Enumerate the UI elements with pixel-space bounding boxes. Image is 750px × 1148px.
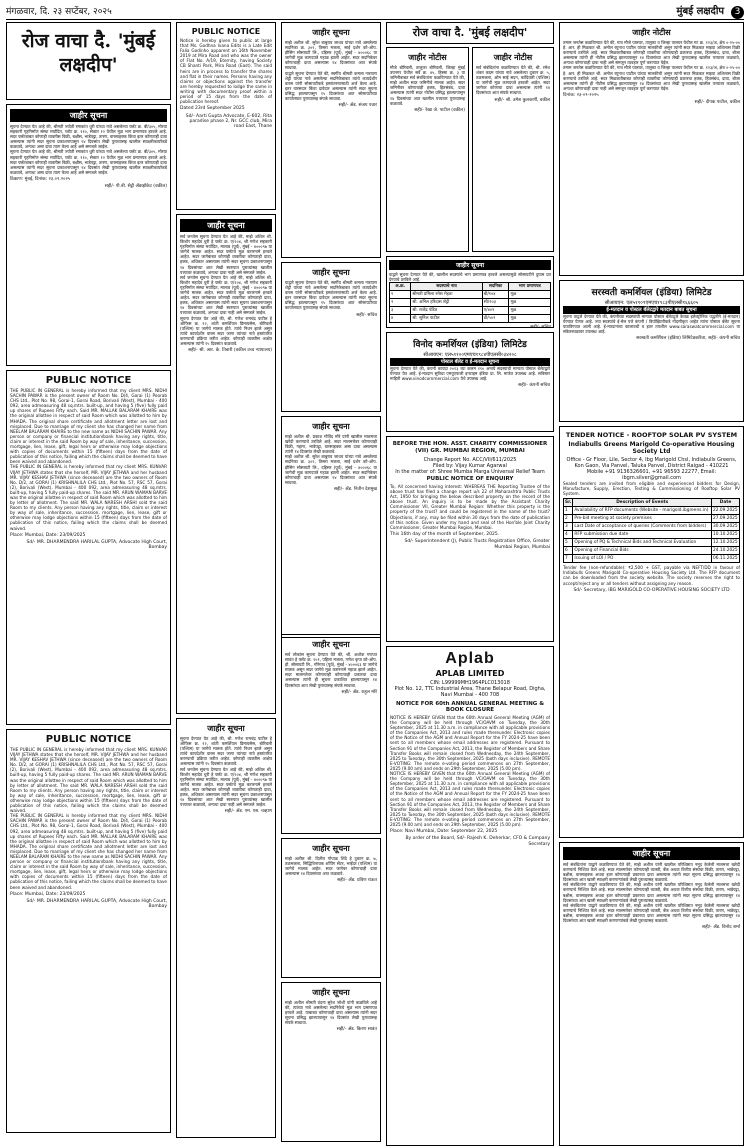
saraswati-commercial-notice: [559, 280, 744, 422]
table-cell: Last Date of acceptance of queries (Comments from bidders): [573, 523, 712, 531]
notice-body: माझे अशील श्रीमती वंदना सुरेश जोशी यांनी कळविले आहे की, त्यांच्या नावे असलेल्या सदनिकेचे मूळ भाग प्रमाणपत्र हरवले आहे. याबाबत कोणाचाही दावा असल्यास त्यांनी सदर सूचना प्रसिद्ध झाल्यापासून १४ दिवसांत लेखी पुराव्यासह संपर्क साधावा.: [285, 1000, 377, 1026]
company-name: सरस्वती कमर्शियल (इंडिया) लिमिटेड: [591, 288, 712, 298]
public-notice-col2: [176, 22, 276, 210]
table-cell: ४: [390, 315, 411, 323]
notice-body: सूचना याद्वारे देण्यात येते की, कंपनीच्या सदस्यांची मान्यता पोस्टल बॅलेटद्वारे केवळ इलेक्ट्रॉनिक पद्धतीने (ई-मतदान) घेण्यात येणार आहे. ज्या सदस्यांचे ई-मेल पत्ते कंपनी / डिपॉझिटरीकडे नोंदणीकृत आहेत त्यांना पोस्टल बॅलेट सूचना पाठविण्यात आली आहे. ई-मतदानाचा कालावधी व इतर तपशील www.saraswatcommercial.com या संकेतस्थळावर उपलब्ध आहे.: [563, 314, 740, 335]
notice-col5-2: [559, 842, 744, 1146]
member-table-block: [386, 256, 554, 328]
tender-title: TENDER NOTICE - ROOFTOP SOLAR PV SYSTEM: [565, 431, 738, 439]
notice-title: NOTICE FOR 60th ANNUAL GENERAL MEETING & BOOK CLOSURE: [395, 701, 545, 713]
notice-body-2: तमाम जनतेस कळविण्यात येते की, गाव मौजे पालघर, तालुका व जिल्हा पालघर येथील गट क्र. १२३/अ, क्षेत्र ०-२५-०० हे. आर. ही मिळकत श्री. अमोल रघुनाथ पाटील यांच्या मालकीची असून त्यांनी सदर मिळकत माझ्या अशिलास विक्री करण्याचे ठरविले आहे. सदर मिळकतीबाबत कोणाही व्यक्तीचा कोणत्याही प्रकारचा हक्क, हितसंबंध, दावा, बोजा असल्यास त्यांनी ही नोटीस प्रसिद्ध झाल्यापासून १४ दिवसांच्या आत लेखी पुराव्यासह खालील पत्त्यावर कळवावे, अन्यथा कोणाचाही दावा नाही असे समजून व्यवहार पूर्ण करण्यात येईल.: [563, 65, 740, 91]
col4-row: [386, 47, 554, 256]
table-header-row: [564, 499, 740, 507]
notice-signature: सही/- ॲड. एम. एस. चव्हाण: [224, 809, 272, 815]
notice-signature: सही/- दीपक पाटील, वकील: [694, 100, 740, 106]
notice-title: जाहीर सूचना: [312, 844, 350, 853]
table-row: [564, 539, 740, 547]
notice-intro: याद्वारे सूचना देण्यात येते की, खालील सदस्यांचे भाग प्रमाणपत्र हरवले असल्यामुळे सोसायटीने दुय्यम प्रत देण्याचे ठरविले आहे.: [389, 272, 551, 283]
page-header: [6, 2, 744, 20]
notice-signature: सही/- ॲड. नितीन देशमुख: [333, 486, 377, 492]
company-name: APLAB LIMITED: [435, 669, 505, 678]
table-cell: 2: [564, 515, 573, 523]
notice-place: ठिकाण: मुंबई, दिनांक: २३.०९.२०२५: [10, 176, 71, 182]
table-cell: 5: [564, 539, 573, 547]
notice-mid-1: [281, 634, 381, 834]
notice-body: तमाम जनतेस कळविण्यात येते की, गाव मौजे पालघर, तालुका व जिल्हा पालघर येथील गट क्र. १२३/अ, क्षेत्र ०-२५-०० हे. आर. ही मिळकत श्री. अमोल रघुनाथ पाटील यांच्या मालकीची असून त्यांनी सदर मिळकत माझ्या अशिलास विक्री करण्याचे ठरविले आहे. सदर मिळकतीबाबत कोणाही व्यक्तीचा कोणत्याही प्रकारचा हक्क, हितसंबंध, दावा, बोजा असल्यास त्यांनी ही नोटीस प्रसिद्ध झाल्यापासून १४ दिवसांच्या आत लेखी पुराव्यासह खालील पत्त्यावर कळवावे, अन्यथा कोणाचाही दावा नाही असे समजून व्यवहार पूर्ण करण्यात येईल.: [563, 40, 740, 66]
table-row: [564, 507, 740, 515]
notice-title: जाहीर नोटीस: [632, 28, 671, 37]
aplab-agm-notice: [386, 646, 554, 1146]
table-cell: 22.09.2025: [713, 508, 738, 514]
table-row: [390, 315, 551, 323]
company-notice-bar: ई-मतदान व पोस्टल बॅलेटद्वारे मतदान बाबत सूचना: [563, 306, 740, 314]
banner-read-daily-2: रोज वाचा दै. 'मुंबई लक्षदीप': [386, 22, 554, 44]
table-cell: श्री. राजेंद्र पंडित: [411, 307, 483, 315]
notice-signature: सही/- ॲड. प्रविण राऊत: [337, 878, 377, 884]
notice-title: जाहीर नोटीस: [408, 53, 447, 62]
notice-signature: सही/- ॲड. विनोद शर्मा: [702, 925, 740, 931]
member-table: [389, 282, 551, 323]
notice-body-2: सर्व जनतेस सूचना देण्यात येत आहे की, माझे अशिल श्री. किशोर महादेव धुरी हे फ्लॅट क्र. ए/२०४, श्री गणेश सहकारी गृहनिर्माण संस्था मर्यादित, मालाड (पूर्व), मुंबई - ४०००९७ या जागेचे मालक आहेत. सदर फ्लॅटचे मूळ करारनामे हरवले आहेत. सदर जागेबाबत कोणाही व्यक्तीचा कोणताही दावा, हक्क, अधिकार असल्यास त्यांनी सदर सूचना प्रकाशनापासून १४ दिवसांच्या आत लेखी स्वरुपात पुराव्यांसह खालील पत्त्यावर कळवावे, अन्यथा दावा नाही असे समजले जाईल.: [180, 766, 272, 808]
notice-body: सूचना देण्यात येत आहे की, श्री. गणेश रामचंद्र पाटील हे ऑफिस क्र. १२, शांती कमर्शियल प्रिमायसेस, बोरिवली (पश्चिम) या जागेचे मालक होते. त्यांचे निधन झाले असून त्यांचे कायदेशीर वारस सदर जागा त्यांच्या नावे हस्तांतरित करण्याची प्रक्रिया करीत आहेत. कोणाही व्यक्तीस आक्षेप असल्यास त्यांनी १५ दिवसांत कळवावे.: [180, 736, 272, 767]
table-cell: Pre-bid meeting at society premises: [573, 515, 712, 523]
company-cin: सीआयएन: एल५११००एमएच१९८४पीएलसी०३४२०८: [423, 352, 517, 358]
notice-title: PUBLIC NOTICE: [191, 27, 261, 36]
court-app-no: Change Report No. ACC/VII/611/2025: [423, 457, 517, 463]
notice-mid-2: [281, 838, 381, 978]
notice-title: जाहीर सूचना: [312, 28, 350, 37]
notice-place: Place: Mumbai, Date: 23/09/2025: [10, 532, 86, 538]
table-cell: मूळ: [509, 315, 551, 323]
table-header: अ.क्र.: [390, 283, 411, 291]
tender-contact: Mobile +91 9136326601, +91 96593 22277, Email: ibgm.silver@gmail.com: [586, 469, 717, 481]
notice-signature: Sd/- MR. DHARMENDRA HARILAL GUPTA, Advocate High Court, Bombay: [26, 899, 167, 910]
notice-title: PUBLIC NOTICE: [45, 375, 132, 386]
notice-signature: Sd/- Aarti Gupta Advocate, E-602, Rita paradise phase 2, Nr. GCC club, Mira road East, Thane: [185, 113, 272, 130]
notice-body: सूचना देण्यात येते की, कंपनी कायदा २०१३ च्या कलम ११० अन्वये सदस्यांची मान्यता पोस्टल बॅलेटद्वारे घेण्यात येत आहे. ई-मतदान सुविधा एमयूएफजी इनटाइम इंडिया प्रा. लि. मार्फत उपलब्ध आहे. सविस्तर माहिती www.vinodcommercial.com येथे उपलब्ध आहे.: [390, 366, 550, 382]
table-cell: Opening of Financial Bids: [573, 547, 712, 555]
table-cell: 27.09.2025: [713, 516, 738, 522]
notice-signature: सही/- ॲड. किरण सावंत: [336, 1027, 377, 1033]
notice-body-2: सूचना देण्यात येत आहे की, श्रीमती ज्योती रमाकांत धुरी यांच्या नावे असलेल्या फ्लॅट क्र. बी/३०५, मोरया सहकारी गृहनिर्माण संस्था मर्यादित, प्लॉट क्र. ११०, सेक्टर १२ येथील मूळ भाग प्रमाणपत्र हरवले आहे. सदर फ्लॅटबाबत कोणाही व्यक्तीस विक्री, बक्षीस, भाडेपट्टा, तारण, वारसाहक्क किंवा इतर कोणताही दावा असल्यास त्यांनी सदर सूचना प्रकाशनापासून १४ दिवसांत लेखी पुराव्यासह खालील स्वाक्षरीकर्त्यांकडे कळवावे, अन्यथा असा दावा त्याग केला आहे असे समजले जाईल.: [10, 149, 167, 175]
notice-title: जाहीर सूचना: [389, 260, 551, 270]
notice-body: याद्वारे सूचना देण्यात येते की, स्वर्गीय श्रीमती कमला नारायण शेट्टी यांच्या नावे असलेल्या सदनिकेबाबत त्यांचे कायदेशीर वारस यांनी सोसायटीकडे हस्तांतरणासाठी अर्ज केला आहे. इतर वारसदार किंवा दावेदार असल्यास त्यांनी सदर सूचना प्रसिद्ध झाल्यापासून १५ दिवसांच्या आत सोसायटीच्या कार्यालयात पुराव्यासह संपर्क साधावा.: [285, 280, 377, 311]
notice-signature: Sd/- MR. DHARMENDRA HARILAL GUPTA, Advocate High Court, Bombay: [26, 540, 167, 551]
court-notice: [386, 436, 554, 642]
notice-body: माझे अशील श्री. दिलीप गोपाळ शिंदे हे दुकान क्र. ७, तळमजला, सिद्धिविनायक शॉपिंग सेंटर, भाईंदर (पश्चिम) या जागेचे मालक आहेत. सदर जागेवर कोणाचाही दावा असल्यास १४ दिवसांच्या आत कळवावे.: [285, 856, 377, 877]
court-filed-by: Filed by: Vijay Kumar Agarwal: [433, 463, 507, 469]
table-row: [564, 531, 740, 539]
tender-signature: Sd/- Secretary, IBG MARIGOLD CO-OPERATIVE HOUSING SOCIETY LTD: [573, 587, 730, 593]
notice-body: THE PUBLIC IN GENERAL is hereby informed that my client MRS. NIDHI SACHIN PAWAR is the present owner of Room No. D/4, Gorai (1) Poorab CHS Ltd., Plot No. 98, Gorai-1, Gorai Road, Borivali (West), Mumbai - 400 092, area admeasuring 48 sq.mtrs. built-up, and having 5 (five) fully paid up shares of Rupees Fifty each. Said MR. MALLAK BALARAM KHAIRE was the original allottee in respect of said Room which was allotted to him by MHADA. The original share certificate and allotment letter are lost and misplaced. Due to marriage of my client she has changed her name from NEELAM BALARAM KHAIRE to the new name as NIDHI SACHIN PAWAR. Any person or company or financial institution/bank having any rights, title, claim or interest in the said Room by way of sale, inheritance, succession, mortgage, lien, lease, gift, legal heirs or otherwise may lodge objections with copies of documents within 15 (fifteen) days from the date of publication of this notice, failing which the claims shall be deemed to have been waived and abandoned.: [10, 388, 168, 465]
notice-col4-1: [386, 47, 469, 252]
table-cell: श्री. अनिल हरिदास शेट्टी: [411, 299, 483, 307]
company-cin: CIN: L99999MH1964PLC013018: [430, 680, 510, 686]
court-subtitle: PUBLIC NOTICE OF ENQUIRY: [426, 476, 514, 482]
notice-title: जाहीर सूचना: [312, 422, 350, 431]
tender-org: Indiabulls Greens Marigold Co-operative Housing Society Ltd: [568, 441, 735, 455]
tender-notice: [559, 426, 744, 838]
column-2: [176, 22, 276, 1144]
table-cell: 6: [564, 547, 573, 555]
column-3: [281, 22, 381, 642]
table-row: [390, 291, 551, 299]
tender-table: [563, 498, 740, 563]
notice-body: सर्व संबंधितांना याद्वारे कळविण्यात येते की, माझे अशील यांनी खालील परिशिष्टात नमूद केलेली मालमत्ता खरेदी करण्याचे निश्चित केले आहे. सदर मालमत्तेवर कोणत्याही व्यक्ती, बँक अथवा वित्तीय संस्थेचा विक्री, तारण, भाडेपट्टा, बक्षीस, वारसाहक्क अथवा इतर कोणत्याही प्रकारचा दावा असल्यास त्यांनी सदर सूचना प्रसिद्ध झाल्यापासून १४ दिवसांच्या आत खाली स्वाक्षरी करणाऱ्यांकडे लेखी पुराव्यासह कळवावे.: [563, 862, 740, 883]
notice-body: Notice is hereby given to public at large that Ms. Godhna Ivana Edits is a Late Edit Falia Godinho apparent on 16th November 2019 at Mira Road and who was the owner of Flat No. A/19, Eternity, having Society CB Shanti Park, Mira Road (East). The said heirs are in process to transfer the shares and flat in their names. Persons having any claims or objections against the transfer are hereby requested to lodge the same in writing with documentary proof within a period of 15 days from the date of publication hereof.: [180, 38, 272, 105]
aplab-block: [386, 646, 554, 1146]
notice-col5-1: [559, 22, 744, 276]
public-notice-2: [6, 729, 171, 1133]
notice-title: जाहीर नोटीस: [493, 53, 533, 62]
table-header: भाग प्रमाणपत्र: [509, 283, 551, 291]
notice-signature: By order of the Board, Sd/- Rajesh K. Deherkar, CFO & Company Secretary: [405, 836, 550, 847]
notice-signature: सही/- ॲड. संजय पवार: [338, 103, 377, 109]
table-cell: 1: [564, 507, 573, 515]
table-row: [564, 555, 740, 563]
table-cell: २: [390, 299, 411, 307]
notice-body: सर्व लोकांस सूचना देण्यात येते की, श्री. अशोक गणपत सावंत हे फ्लॅट क्र. १०१, पहिला मजला, गणेश कृपा को-ऑप. हौ. सोसायटी लि., गोरेगाव (पूर्व), मुंबई - ४०००६३ या जागेचे मालक असून सदर जागेचे मूळ करारनामे गहाळ झाले आहेत. सदर मालमत्तेवर कोणाचाही कोणत्याही प्रकारचा दावा असल्यास त्यांनी ही सूचना प्रकाशित झाल्यापासून १४ दिवसांच्या आत लेखी पुराव्यासह संपर्क साधावा.: [285, 652, 377, 688]
notice-body-3: सूचना देण्यात येत आहे की, श्री. गणेश रामचंद्र पाटील हे ऑफिस क्र. १२, शांती कमर्शियल प्रिमायसेस, बोरिवली (पश्चिम) या जागेचे मालक होते. त्यांचे निधन झाले असून त्यांचे कायदेशीर वारस सदर जागा त्यांच्या नावे हस्तांतरित करण्याची प्रक्रिया करीत आहेत. कोणाही व्यक्तीस आक्षेप असल्यास त्यांनी १५ दिवसांत कळवावे.: [180, 315, 272, 346]
notice-signature: सरस्वती कमर्शियल (इंडिया) लिमिटेडकरिता, सही/- कंपनी सचिव: [636, 336, 740, 342]
notice-signature: Sd/- Superintendent (J), Public Trusts Registration Office, Greater Mumbai Region, Mumbai: [404, 539, 550, 550]
table-row: [564, 547, 740, 555]
page-number: 3: [731, 6, 744, 19]
notice-title: जाहीर सूचना: [312, 268, 350, 277]
notice-signature: सही/- सचिव: [530, 325, 551, 328]
notice-title: जाहीर सूचना: [312, 988, 350, 997]
table-row: [390, 299, 551, 307]
notice-body-2: माझे अशील श्री. सुरेश बाबुराव जाधव यांच्या नावे असलेल्या सदनिका क्र. ३०२, तिसरा मजला, साई दर्शन को-ऑप. हौसिंग सोसायटी लि., दहिसर (पूर्व), मुंबई - ४०००६८ या जागेची मूळ कागदपत्रे गहाळ झाली आहेत. सदर सदनिकेवर कोणाचाही दावा असल्यास १४ दिवसांच्या आत संपर्क साधावा.: [285, 454, 377, 485]
notice-date: This 16th day of the month of September, 2025.: [390, 531, 500, 537]
public-notice-1: [6, 370, 171, 725]
table-cell: Opening of PQ & Technical Bids and Technical Evaluation: [573, 539, 712, 547]
notice-place: Place: Navi Mumbai, Date: September 22, 2025: [390, 829, 498, 835]
table-row: [564, 523, 740, 531]
notice-body-2: THE PUBLIC IN GENERAL is hereby informed that my client MRS. KUNVAR VIJAY JETHWA states that she herself, MR. VIJAY JETHWA and her husband MR. VIJAY KESHAV JETHWA (since deceased) are the two owners of Room No. D/2, at GORAI (1) KRISHNALILA CHS Ltd., Plot No. 57, RSC 57, Gorai (2), Borivali (West), Mumbai - 400 092, area admeasuring 48 sq.mtrs. built-up, having 5 fully paid-up shares. The said MR. ARUN WAMAN BARVE was the original allottee in respect of said Room which was allotted to him by letter of allotment. The said MR. WALA NARESH ARSHI sold the said Room to my clients. Any person having any rights, title, claim or interest by way of sale, inheritance, succession, mortgage, lien, lease, gift or otherwise may lodge objections within 15 (fifteen) days from the date of publication of this notice, failing which the claims shall be deemed waived.: [10, 464, 167, 531]
banner-read-daily: रोज वाचा दै. 'मुंबई लक्षदीप': [6, 22, 171, 100]
table-cell: ३: [390, 307, 411, 315]
table-cell: 12.10.2025: [713, 540, 738, 546]
table-cell: 4: [564, 531, 573, 539]
tender-body: Tender fee (non-refundable): ₹2,500 + GST, payable via NEFT/DD in favour of Indiabulls Greens Marigold Co-operative Housing Society Ltd. The RFP document can be downloaded from the society website. The society reserves the right to accept/reject any or all tenders without assigning any reason.: [563, 565, 740, 586]
column-4: [386, 22, 554, 282]
table-cell: 7: [564, 555, 573, 563]
header-brand-wrap: [677, 3, 745, 19]
table-cell: बी/१०४: [482, 291, 509, 299]
notice-title: PUBLIC NOTICE: [45, 734, 132, 745]
company-name: विनोद कमर्शियल (इंडिया) लिमिटेड: [413, 340, 527, 350]
vinod-commercial-notice: [386, 332, 554, 432]
notice-col3-1: [281, 22, 381, 258]
notice-title: जाहीर सूचना: [207, 724, 245, 733]
table-header: Date: [712, 499, 740, 507]
notice-signature: सही/- पी.बी. सेट्टी ॲडव्होकेट (वकील): [104, 184, 167, 190]
notice-col3-2: [281, 262, 381, 412]
header-brand: मुंबई लक्षदीप: [676, 5, 725, 17]
aplab-logo: Aplab: [445, 650, 495, 667]
court-notice-block: [386, 436, 554, 642]
notice-body-2: THE PUBLIC IN GENERAL is hereby informed that my client MRS. NIDHI SACHIN PAWAR is the present owner of Room No. D/4, Gorai (1) Poorab CHS Ltd., Plot No. 98, Gorai-1, Gorai Road, Borivali (West), Mumbai - 400 092, area admeasuring 48 sq.mtrs. built-up, and having 5 (five) fully paid up shares of Rupees Fifty each. Said MR. MALLAK BALARAM KHAIRE was the original allottee in respect of said Room which was allotted to him by MHADA. The original share certificate and allotment letter are lost and misplaced. Due to marriage of my client she has changed her name from NEELAM BALARAM KHAIRE to the new name as NIDHI SACHIN PAWAR. Any person or company or financial institution/bank having any rights, title, claim or interest in the said Room by way of sale, inheritance, succession, mortgage, lien, lease, gift, legal heirs or otherwise may lodge objections with copies of documents within 15 (fifteen) days from the date of publication of this notice, failing which the claims shall be deemed to have been waived and abandoned.: [10, 813, 168, 890]
table-header: Description of Events: [573, 499, 712, 507]
notice-col4-2: [472, 47, 554, 252]
table-header: सदनिका: [482, 283, 509, 291]
table-cell: १: [390, 291, 411, 299]
notice-signature: सही/- रेखा जे. पाटील (वकील): [414, 107, 465, 113]
notice-body-2: NOTICE IS HEREBY GIVEN that the 60th Annual General Meeting (AGM) of the Company will be held through VC/OAVM on Tuesday, the 30th September, 2025 at 11.30 a.m. in compliance with all applicable provisions of the Companies Act, 2013 and rules made thereunder. Electronic copies of the Notice of the AGM and Annual Report for the FY 2024-25 have been sent to all members whose email addresses are registered. Pursuant to Section 91 of the Companies Act, 2013, the Register of Members and Share Transfer Books will remain closed from Wednesday, the 24th September, 2025 to Tuesday, the 30th September, 2025 (both days inclusive). REMOTE E-VOTING: The remote e-voting period commences on 27th September, 2025 (9.00 am) and ends on 29th September, 2025 (5.00 pm).: [390, 771, 550, 827]
notice-body: NOTICE IS HEREBY GIVEN that the 60th Annual General Meeting (AGM) of the Company will be held through VC/OAVM on Tuesday, the 30th September, 2025 at 11.30 a.m. in compliance with all applicable provisions of the Companies Act, 2013 and rules made thereunder. Electronic copies of the Notice of the AGM and Annual Report for the FY 2024-25 have been sent to all members whose email addresses are registered. Pursuant to Section 91 of the Companies Act, 2013, the Register of Members and Share Transfer Books will remain closed from Wednesday, the 24th September, 2025 to Tuesday, the 30th September, 2025 (both days inclusive). REMOTE E-VOTING: The remote e-voting period commences on 27th September, 2025 (9.00 am) and ends on 29th September, 2025 (5.00 pm).: [390, 715, 550, 771]
notice-date: दिनांक: २३-०९-२०२५: [563, 92, 599, 98]
table-cell: मूळ: [509, 299, 551, 307]
notice-body: To, All concerned having interest: WHEREAS THE Reporting Trustee of the above trust has filed a change report u/s 22 of Maharashtra Public Trusts Act, 1950 for bringing the below described property on the record of the above trust. An inquiry is to be made by the Assistant Charity Commissioner VII, Greater Mumbai Region: Whether this property is the property of the trust? and could be registered in the name of the trust? Objections, if any, may be filed within 30 days from the date of publication of this notice. Given under my hand and seal of the Hon'ble Joint Charity Commissioner, Greater Mumbai Region, Mumbai.: [390, 484, 550, 530]
table-cell: Issuing of LOI / PO: [573, 555, 712, 563]
header-date: मंगळवार, दि. २३ सप्टेंबर, २०२५: [6, 7, 112, 17]
vinod-commercial-block: [386, 332, 554, 432]
notice-body: सर्व संबंधितांना कळविण्यात येते की, श्री. रमेश शंकर कदम यांच्या नावे असलेल्या दुकान क्र. ५, तळमजला, ओम साई सदन, कांदिवली (पश्चिम) या जागेची मूळ कागदपत्रे हरवली आहेत. सदर जागेवर कोणाचा दावा असल्यास त्यांनी १४ दिवसांच्या आत संपर्क साधावा.: [476, 65, 550, 96]
notice-body-2: सर्व जनतेस सूचना देण्यात येत आहे की, माझे अशिल श्री. किशोर महादेव धुरी हे फ्लॅट क्र. ए/२०४, श्री गणेश सहकारी गृहनिर्माण संस्था मर्यादित, मालाड (पूर्व), मुंबई - ४०००९७ या जागेचे मालक आहेत. सदर फ्लॅटचे मूळ करारनामे हरवले आहेत. सदर जागेबाबत कोणाही व्यक्तीचा कोणताही दावा, हक्क, अधिकार असल्यास त्यांनी सदर सूचना प्रकाशनापासून १४ दिवसांच्या आत लेखी स्वरुपात पुराव्यांसह खालील पत्त्यावर कळवावे, अन्यथा दावा नाही असे समजले जाईल.: [180, 274, 272, 316]
notice-date: Dated 23rd September 2025: [180, 106, 245, 112]
notice-col3-3: [281, 416, 381, 638]
table-cell: RFP submission due date: [573, 531, 712, 539]
notice-place: Place: Mumbai, Date: 23/09/2025: [10, 891, 86, 897]
column-3-lower: [281, 634, 381, 1148]
notice-body-2: याद्वारे सूचना देण्यात येते की, स्वर्गीय श्रीमती कमला नारायण शेट्टी यांच्या नावे असलेल्या सदनिकेबाबत त्यांचे कायदेशीर वारस यांनी सोसायटीकडे हस्तांतरणासाठी अर्ज केला आहे. इतर वारसदार किंवा दावेदार असल्यास त्यांनी सदर सूचना प्रसिद्ध झाल्यापासून १५ दिवसांच्या आत सोसायटीच्या कार्यालयात पुराव्यासह संपर्क साधावा.: [285, 70, 377, 102]
column-1: [6, 22, 171, 1144]
company-address: Plot No. 12, TTC Industrial Area, Thane Belapur Road, Digha, Navi Mumbai - 400 708: [394, 686, 546, 698]
table-cell: सी/२०३: [482, 299, 509, 307]
notice-body: THE PUBLIC IN GENERAL is hereby informed that my client MRS. KUNVAR VIJAY JETHWA states that she herself, MR. VIJAY JETHWA and her husband MR. VIJAY KESHAV JETHWA (since deceased) are the two owners of Room No. D/2, at GORAI (1) KRISHNALILA CHS Ltd., Plot No. 57, RSC 57, Gorai (2), Borivali (West), Mumbai - 400 092, area admeasuring 48 sq.mtrs. built-up, having 5 fully paid-up shares. The said MR. ARUN WAMAN BARVE was the original allottee in respect of said Room which was allotted to him by letter of allotment. The said MR. WALA NARESH ARSHI sold the said Room to my clients. Any person having any rights, title, claim or interest by way of sale, inheritance, succession, mortgage, lien, lease, gift or otherwise may lodge objections within 15 (fifteen) days from the date of publication of this notice, failing which the claims shall be deemed waived.: [10, 747, 167, 814]
company-cin: सीआयएन: एल५१९०९एमएच१९८३पीएलसी१६६६०५: [604, 300, 699, 306]
table-header: Sr.: [565, 500, 572, 506]
notice-title: जाहीर सूचना: [312, 640, 350, 649]
table-cell: 3: [564, 523, 573, 531]
notice-body: सूचना देण्यात येत आहे की, श्रीमती ज्योती रमाकांत धुरी यांच्या नावे असलेल्या फ्लॅट क्र. बी/३०५, मोरया सहकारी गृहनिर्माण संस्था मर्यादित, प्लॉट क्र. ११०, सेक्टर १२ येथील मूळ भाग प्रमाणपत्र हरवले आहे. सदर फ्लॅटबाबत कोणाही व्यक्तीस विक्री, बक्षीस, भाडेपट्टा, तारण, वारसाहक्क किंवा इतर कोणताही दावा असल्यास त्यांनी सदर सूचना प्रकाशनापासून १४ दिवसांत लेखी पुराव्यासह खालील स्वाक्षरीकर्त्यांकडे कळवावे, अन्यथा असा दावा त्याग केला आहे असे समजले जाईल.: [10, 124, 167, 150]
table-cell: मूळ: [509, 307, 551, 315]
notice-col1-1: [6, 104, 171, 366]
table-header-row: [390, 283, 551, 291]
court-trust: In the matter of: Shree Mumba Marga Universal Relief Team: [395, 469, 545, 475]
table-header: सदस्याचे नाव: [411, 283, 483, 291]
court-title: BEFORE THE HON. ASST. CHARITY COMMISSIONER (VII) GR. MUMBAI REGION, MUMBAI: [392, 441, 548, 454]
table-cell: श्री. सुनिल पाटील: [411, 315, 483, 323]
notice-body: सर्व जनतेस सूचना देण्यात येत आहे की, माझे अशिल श्री. किशोर महादेव धुरी हे फ्लॅट क्र. ए/२०४, श्री गणेश सहकारी गृहनिर्माण संस्था मर्यादित, मालाड (पूर्व), मुंबई - ४०००९७ या जागेचे मालक आहेत. सदर फ्लॅटचे मूळ करारनामे हरवले आहेत. सदर जागेबाबत कोणाही व्यक्तीचा कोणताही दावा, हक्क, अधिकार असल्यास त्यांनी सदर सूचना प्रकाशनापासून १४ दिवसांच्या आत लेखी स्वरुपात पुराव्यांसह खालील पत्त्यावर कळवावे, अन्यथा दावा नाही असे समजले जाईल.: [180, 234, 272, 275]
notice-title: जाहीर सूचना: [180, 219, 272, 232]
table-cell: Availability of RFP documents (Website - marigold.ibgreens.in): [573, 507, 712, 515]
table-cell: 06.11.2025: [713, 556, 738, 562]
tender-address: Office - Gr Floor, Lile, Sector 4, Ibg Marigold Chsl, Indiabulls Greens, Kon Gaon, Via Panvel, Taluka Panvel, District Raigad - 410221: [566, 457, 737, 469]
table-row: [564, 515, 740, 523]
table-cell: श्रीमती प्रमिला रमेश मेहता: [411, 291, 483, 299]
notice-signature: सही/- श्री. आर. के. तिवारी (वकील उच्च न्यायालय): [188, 348, 272, 354]
table-cell: 10.10.2025: [713, 532, 738, 538]
notice-body: माझे अशील श्री. प्रकाश गोविंद मोरे यांनी खालील मालमत्ता खरेदी करण्याचे ठरविले आहे. सदर मालमत्तेवर कोणाचाही विक्री, गहाण, भाडेपट्टा, वारसाहक्क असा दावा असल्यास त्यांनी १४ दिवसांत लेखी कळवावे.: [285, 434, 377, 455]
notice-signature: सही/- ॲड. राहुल मोरे: [341, 689, 377, 695]
table-cell: 30.09.2025: [713, 524, 738, 530]
column-5: [559, 22, 744, 1146]
tender-intro: Sealed tenders are invited from eligible and experienced bidders for Design, Manufacture, Supply, Erection, Testing & Commissioning of Rooftop Solar PV System.: [563, 481, 740, 497]
notice-body: माझे अशील श्री. सुरेश बाबुराव जाधव यांच्या नावे असलेल्या सदनिका क्र. ३०२, तिसरा मजला, साई दर्शन को-ऑप. हौसिंग सोसायटी लि., दहिसर (पूर्व), मुंबई - ४०००६८ या जागेची मूळ कागदपत्रे गहाळ झाली आहेत. सदर सदनिकेवर कोणाचाही दावा असल्यास १४ दिवसांच्या आत संपर्क साधावा.: [285, 40, 377, 71]
notice-col2-3: [176, 718, 276, 1138]
share-certificate-notice: [386, 256, 554, 328]
notice-signature: सही/- श्री. उमेश कुलकर्णी, वकील: [494, 97, 550, 103]
notice-signature: सही/- सचिव: [356, 312, 377, 318]
table-cell: 24.10.2025: [713, 548, 738, 554]
notice-title: जाहीर सूचना: [10, 109, 167, 122]
notice-body-3: सर्व संबंधितांना याद्वारे कळविण्यात येते की, माझे अशील यांनी खालील परिशिष्टात नमूद केलेली मालमत्ता खरेदी करण्याचे निश्चित केले आहे. सदर मालमत्तेवर कोणत्याही व्यक्ती, बँक अथवा वित्तीय संस्थेचा विक्री, तारण, भाडेपट्टा, बक्षीस, वारसाहक्क अथवा इतर कोणत्याही प्रकारचा दावा असल्यास त्यांनी सदर सूचना प्रसिद्ध झाल्यापासून १४ दिवसांच्या आत खाली स्वाक्षरी करणाऱ्यांकडे लेखी पुराव्यासह कळवावे.: [563, 902, 740, 924]
company-notice-bar: पोस्टल बॅलेट व ई-मतदान सूचना: [390, 358, 550, 366]
table-cell: ए/४०१: [482, 307, 509, 315]
table-cell: मूळ: [509, 291, 551, 299]
table-cell: डी/५०२: [482, 315, 509, 323]
notice-title: जाहीर सूचना: [563, 847, 740, 860]
notice-body-2: सर्व संबंधितांना याद्वारे कळविण्यात येते की, माझे अशील यांनी खालील परिशिष्टात नमूद केलेली मालमत्ता खरेदी करण्याचे निश्चित केले आहे. सदर मालमत्तेवर कोणत्याही व्यक्ती, बँक अथवा वित्तीय संस्थेचा विक्री, तारण, भाडेपट्टा, बक्षीस, वारसाहक्क अथवा इतर कोणत्याही प्रकारचा दावा असल्यास त्यांनी सदर सूचना प्रसिद्ध झाल्यापासून १४ दिवसांच्या आत खाली स्वाक्षरी करणाऱ्यांकडे लेखी पुराव्यासह कळवावे.: [563, 882, 740, 903]
notice-body: मौजे बोरिवली, तालुका बोरिवली, जिल्हा मुंबई उपनगर येथील सर्वे क्र. ४५, हिस्सा क्र. ३ या जमिनीबाबत सर्व संबंधितांना कळविण्यात येते की, माझे अशील सदर जमिनीचे मालक आहेत. सदर जमिनीवर कोणाचाही हक्क, हितसंबंध, दावा असल्यास त्यांनी सदर नोटीस प्रसिद्ध झाल्यापासून १४ दिवसांच्या आत खालील पत्त्यावर पुराव्यासह कळवावे.: [390, 65, 465, 106]
notice-signature: सही/- कंपनी सचिव: [518, 383, 550, 389]
notice-mid-3: [281, 982, 381, 1142]
notice-col2-2: [176, 214, 276, 714]
table-row: [390, 307, 551, 315]
